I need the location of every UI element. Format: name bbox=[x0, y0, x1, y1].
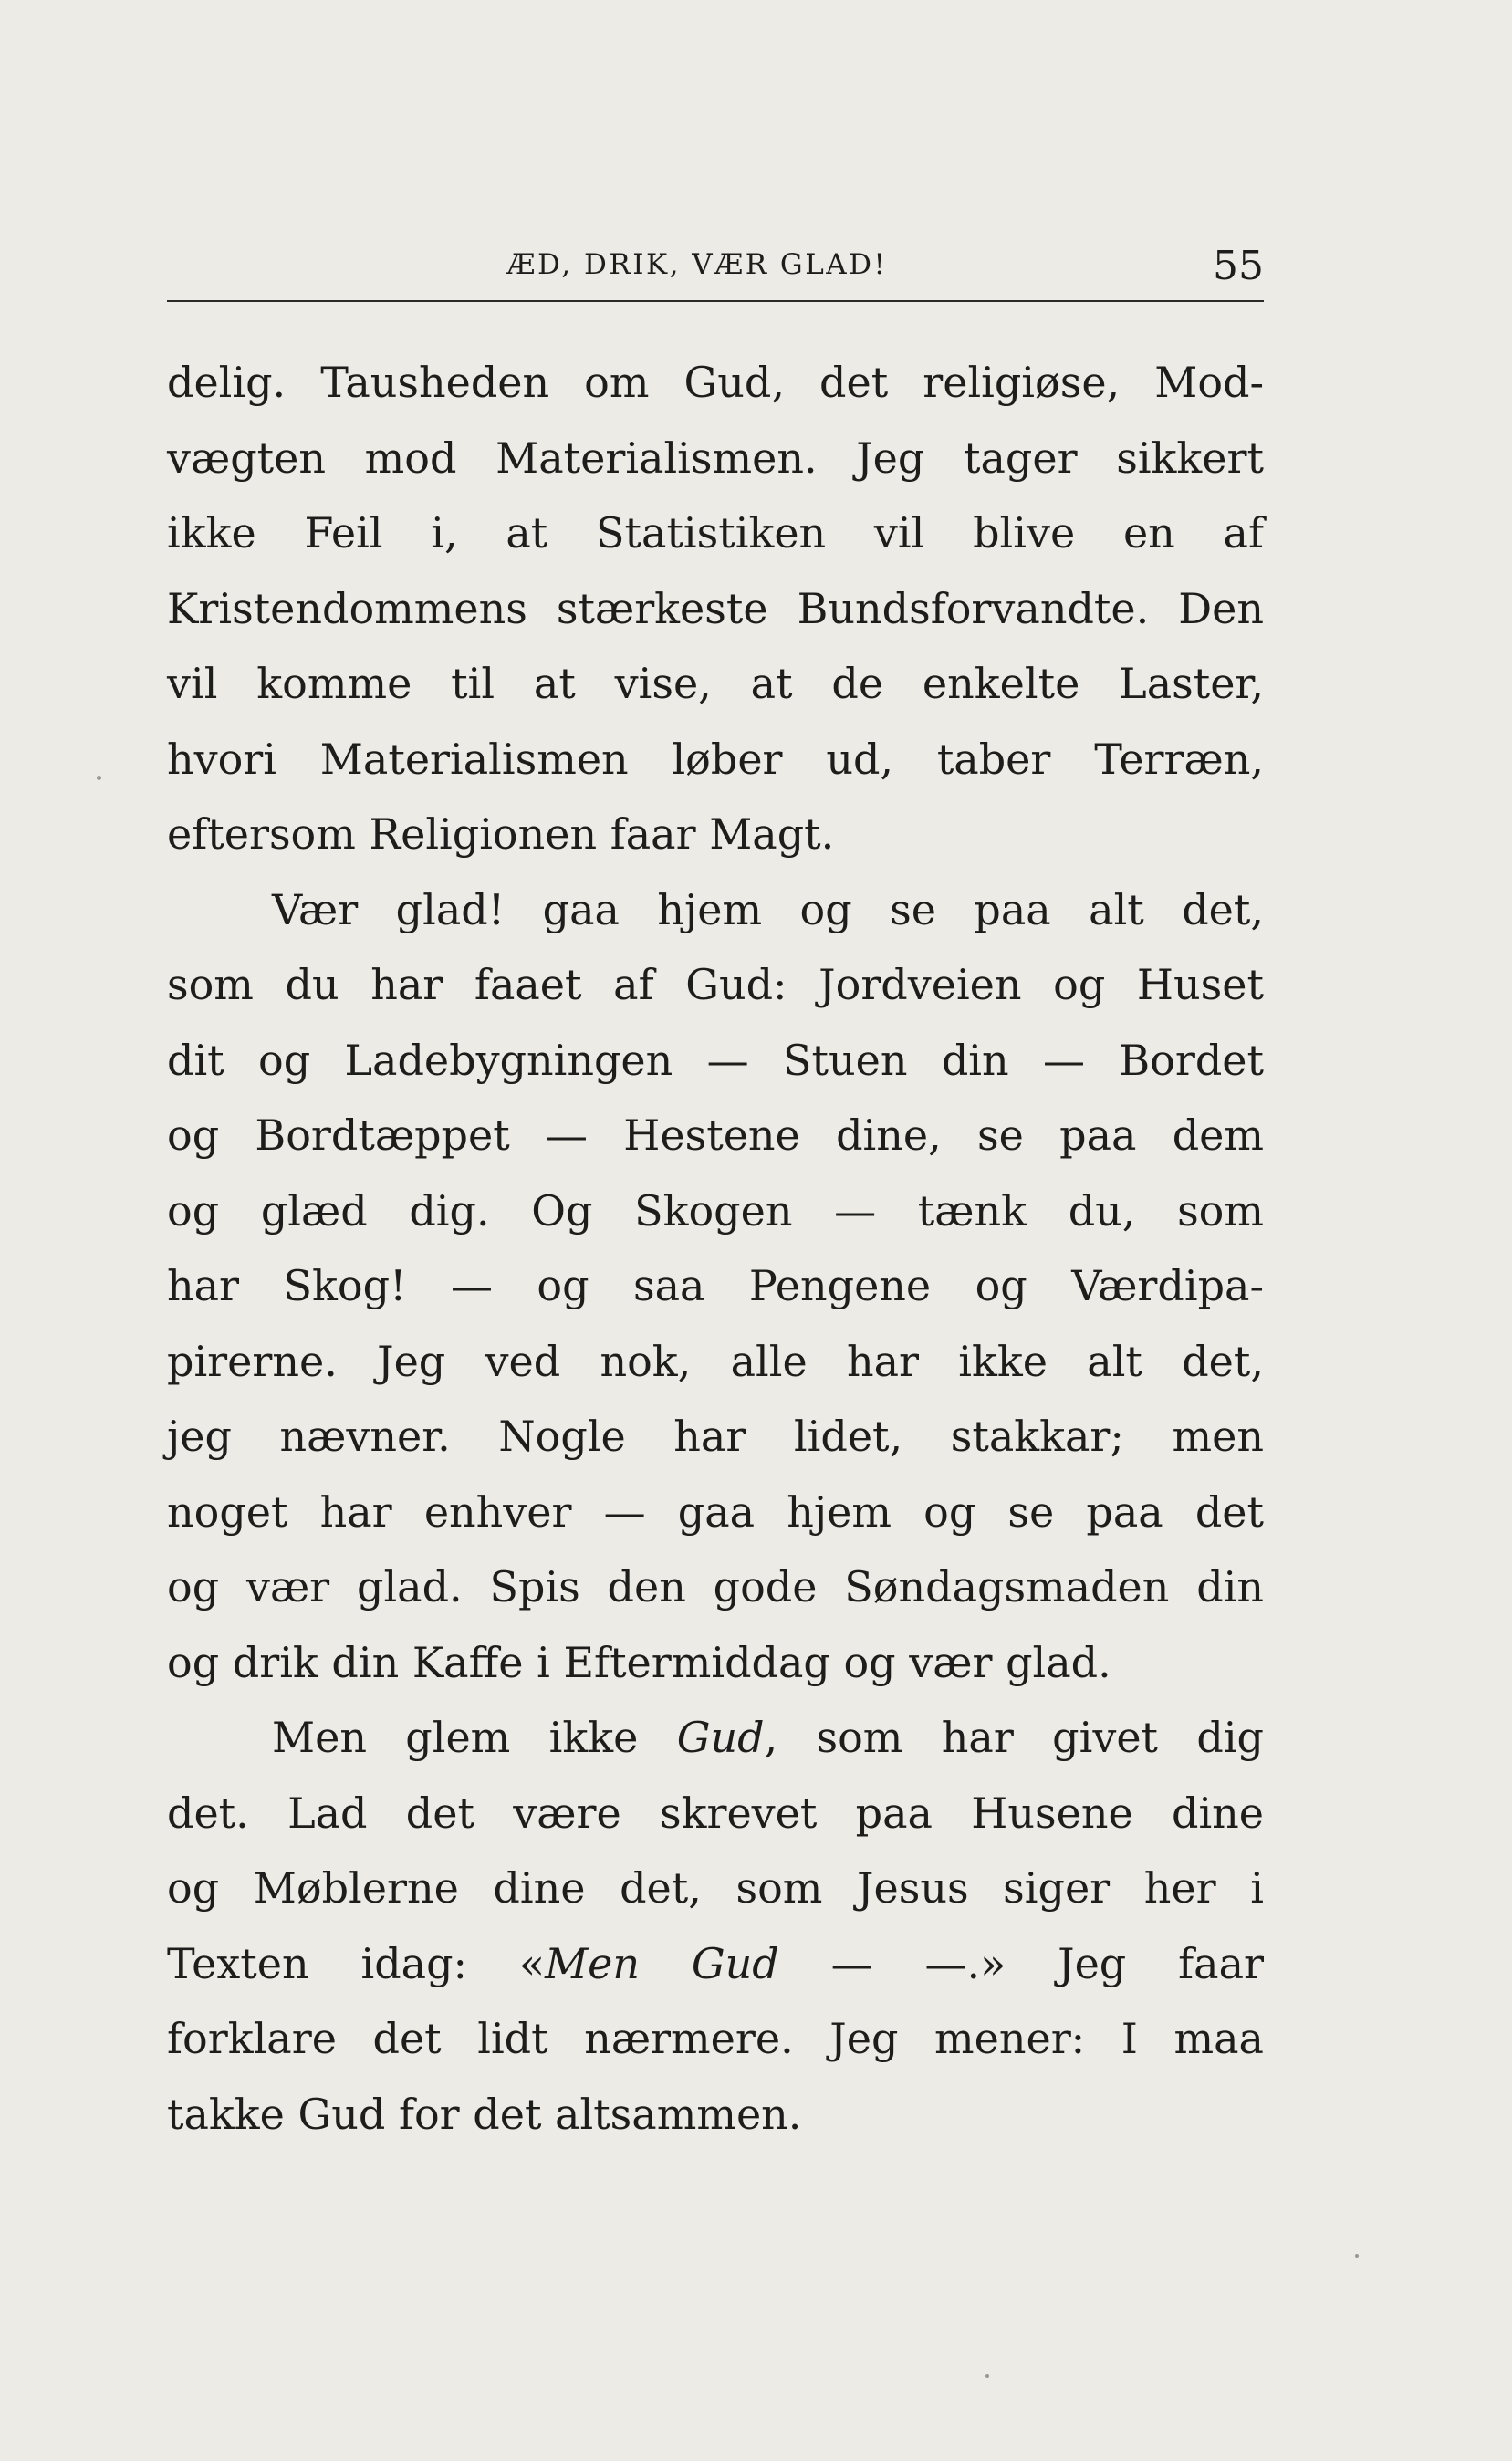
text-line: og Bordtæppet — Hestene dine, se paa dem bbox=[167, 1111, 1264, 1160]
paper-speck bbox=[97, 776, 101, 780]
text-line: vægten mod Materialismen. Jeg tager sikkert bbox=[167, 433, 1264, 483]
text-line: vil komme til at vise, at de enkelte Laster, bbox=[167, 659, 1264, 708]
text-line: delig. Tausheden om Gud, det religiøse, Mod- bbox=[167, 358, 1264, 407]
text-line: jeg nævner. Nogle har lidet, stakkar; men bbox=[167, 1412, 1264, 1461]
text-line: Kristendommens stærkeste Bundsforvandte. Den bbox=[167, 583, 1264, 633]
text-line: ikke Feil i, at Statistiken vil blive en af bbox=[167, 508, 1264, 558]
text-fragment: Texten idag: « bbox=[167, 1938, 546, 1988]
text-line: forklare det lidt nærmere. Jeg mener: I maa bbox=[167, 2014, 1264, 2063]
text-line: har Skog! — og saa Pengene og Værdipa- bbox=[167, 1261, 1264, 1310]
text-line: noget har enhver — gaa hjem og se paa det bbox=[167, 1486, 1264, 1537]
italic-text: Men Gud bbox=[545, 1938, 779, 1988]
body-text bbox=[167, 345, 1264, 2152]
text-line: det. Lad det være skrevet paa Husene dine bbox=[167, 1788, 1264, 1838]
text-fragment: — —.» Jeg faar bbox=[778, 1938, 1264, 1988]
text-line: og vær glad. Spis den gode Søndagsmaden din bbox=[167, 1562, 1264, 1611]
text-line: takke Gud for det altsammen. bbox=[167, 2089, 802, 2139]
italic-text: Gud bbox=[676, 1713, 765, 1762]
text-fragment: Men glem ikke bbox=[272, 1713, 677, 1762]
page-number: 55 bbox=[1213, 243, 1264, 289]
text-line: som du har faaet af Gud: Jordveien og Huset bbox=[167, 960, 1264, 1009]
text-line: hvori Materialismen løber ud, taber Terræn, bbox=[167, 734, 1264, 784]
text-line: og drik din Kaffe i Eftermiddag og vær glad. bbox=[167, 1637, 1111, 1687]
paragraph-start-line bbox=[167, 1700, 1264, 1776]
paper-speck bbox=[1355, 2254, 1359, 2258]
running-head bbox=[167, 243, 1264, 297]
paragraph-start-line: Vær glad! gaa hjem og se paa alt det, bbox=[272, 884, 1264, 934]
header-rule bbox=[167, 300, 1264, 302]
text-line: og Møblerne dine det, som Jesus siger her i bbox=[167, 1863, 1264, 1913]
text-line: dit og Ladebygningen — Stuen din — Bordet bbox=[167, 1035, 1264, 1085]
text-fragment: , som har givet dig bbox=[764, 1713, 1264, 1762]
text-line bbox=[167, 1926, 1264, 2002]
text-line: pirerne. Jeg ved nok, alle har ikke alt det, bbox=[167, 1336, 1264, 1386]
text-line: eftersom Religionen faar Magt. bbox=[167, 809, 835, 859]
paper-speck bbox=[985, 2374, 989, 2378]
running-title: ÆD, DRIK, VÆR GLAD! bbox=[506, 248, 888, 281]
text-line: og glæd dig. Og Skogen — tænk du, som bbox=[167, 1185, 1264, 1236]
